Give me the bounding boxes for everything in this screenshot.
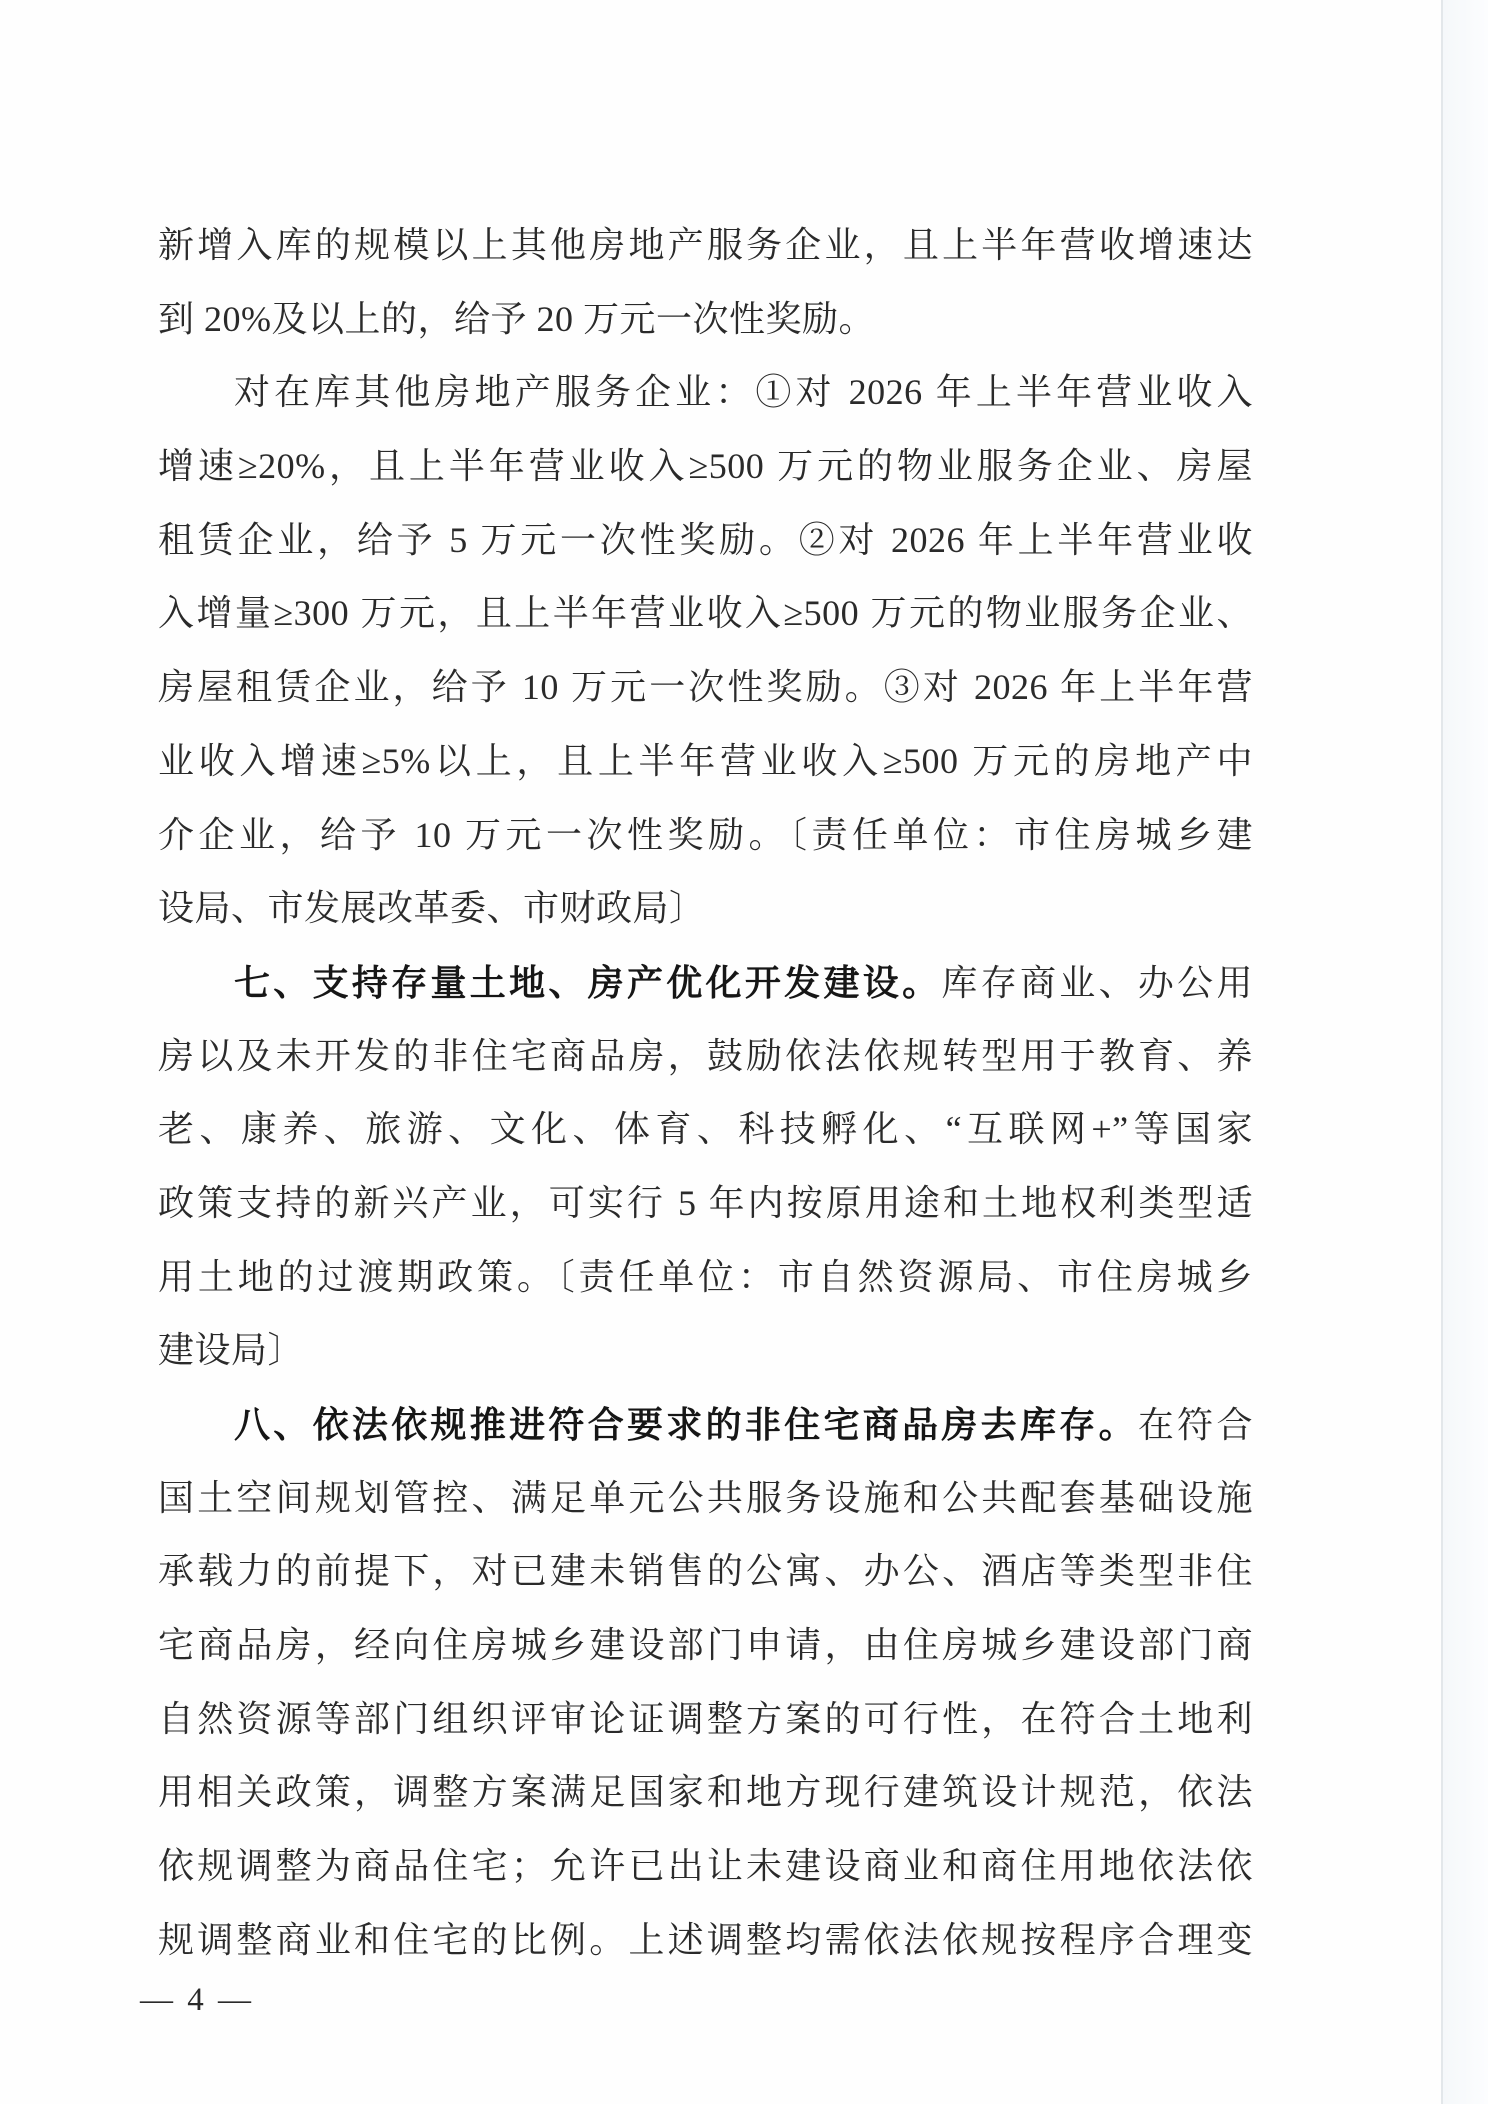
body-line-text: 库存商业、办公用 (941, 962, 1253, 1003)
body-line (158, 799, 1253, 873)
body-line-text: 宅商品房，经向住房城乡建设部门申请，由住房城乡建设部门商 (158, 1625, 1253, 1666)
body-line (158, 430, 1253, 504)
section-heading-bold: 七、支持存量土地、房产优化开发建设。 (234, 961, 942, 1003)
body-line-text: 租赁企业，给予 5 万元一次性奖励。②对 2026 年上半年营业收 (158, 519, 1253, 560)
body-line-text: 承载力的前提下，对已建未销售的公寓、办公、酒店等类型非住 (158, 1551, 1253, 1592)
body-line (158, 1609, 1253, 1683)
body-line-text: 用土地的过渡期政策。〔责任单位：市自然资源局、市住房城乡 (158, 1256, 1253, 1297)
section-heading-bold: 八、依法依规推进符合要求的非住宅商品房去库存。 (234, 1404, 1138, 1445)
body-line-text: 规调整商业和住宅的比例。上述调整均需依法依规按程序合理变 (158, 1919, 1253, 1960)
body-line-text: 新增入库的规模以上其他房地产服务企业，且上半年营收增速达 (158, 225, 1253, 265)
document-body (158, 209, 1253, 1978)
body-line-text: 对在库其他房地产服务企业：①对 2026 年上半年营业收入 (234, 372, 1253, 413)
body-line-text: 自然资源等部门组织评审论证调整方案的可行性，在符合土地利 (158, 1698, 1253, 1739)
body-line-text: 房屋租赁企业，给予 10 万元一次性奖励。③对 2026 年上半年营 (158, 667, 1253, 708)
body-line-text: 入增量≥300 万元，且上半年营业收入≥500 万元的物业服务企业、 (158, 593, 1253, 634)
body-line-text: 在符合 (1137, 1405, 1253, 1445)
body-line (158, 1462, 1253, 1536)
body-line (158, 577, 1253, 651)
body-line-text: 老、康养、旅游、文化、体育、科技孵化、“互联网+”等国家 (158, 1109, 1253, 1150)
body-line-text: 用相关政策，调整方案满足国家和地方现行建筑设计规范，依法 (158, 1772, 1253, 1813)
page-number: — 4 — (140, 1982, 254, 2018)
body-line (158, 504, 1253, 578)
body-line (158, 1830, 1253, 1904)
body-line-text: 业收入增速≥5%以上，且上半年营业收入≥500 万元的房地产中 (158, 740, 1253, 781)
body-line (158, 1904, 1253, 1978)
page-edge-shadow-strip (1443, 0, 1488, 2104)
body-line (158, 1756, 1253, 1830)
body-line-text: 设局、市发展改革委、市财政局〕 (158, 888, 706, 929)
body-line (158, 1020, 1253, 1094)
body-line (158, 209, 1253, 283)
body-line-text: 国土空间规划管控、满足单元公共服务设施和公共配套基础设施 (158, 1477, 1253, 1518)
body-line (158, 1314, 1253, 1388)
body-line-text: 政策支持的新兴产业，可实行 5 年内按原用途和土地权利类型适 (158, 1182, 1253, 1223)
body-line (158, 356, 1253, 430)
section-heading-line-8 (158, 1388, 1253, 1462)
body-line-text: 依规调整为商品住宅；允许已出让未建设商业和商住用地依法依 (158, 1846, 1253, 1887)
body-line (158, 283, 1253, 357)
body-line-text: 建设局〕 (158, 1330, 305, 1371)
body-line (158, 1535, 1253, 1609)
body-line (158, 1241, 1253, 1315)
body-line (158, 651, 1253, 725)
body-line (158, 1683, 1253, 1757)
body-line-text: 增速≥20%，且上半年营业收入≥500 万元的物业服务企业、房屋 (158, 446, 1253, 487)
body-line-text: 到 20%及以上的，给予 20 万元一次性奖励。 (158, 298, 875, 339)
body-line (158, 1093, 1253, 1167)
body-line-text: 房以及未开发的非住宅商品房，鼓励依法依规转型用于教育、养 (158, 1035, 1253, 1076)
body-line-text: 介企业，给予 10 万元一次性奖励。〔责任单位：市住房城乡建 (158, 814, 1253, 855)
body-line (158, 872, 1253, 946)
body-line (158, 1167, 1253, 1241)
section-heading-line-7 (158, 946, 1253, 1020)
body-line (158, 725, 1253, 799)
